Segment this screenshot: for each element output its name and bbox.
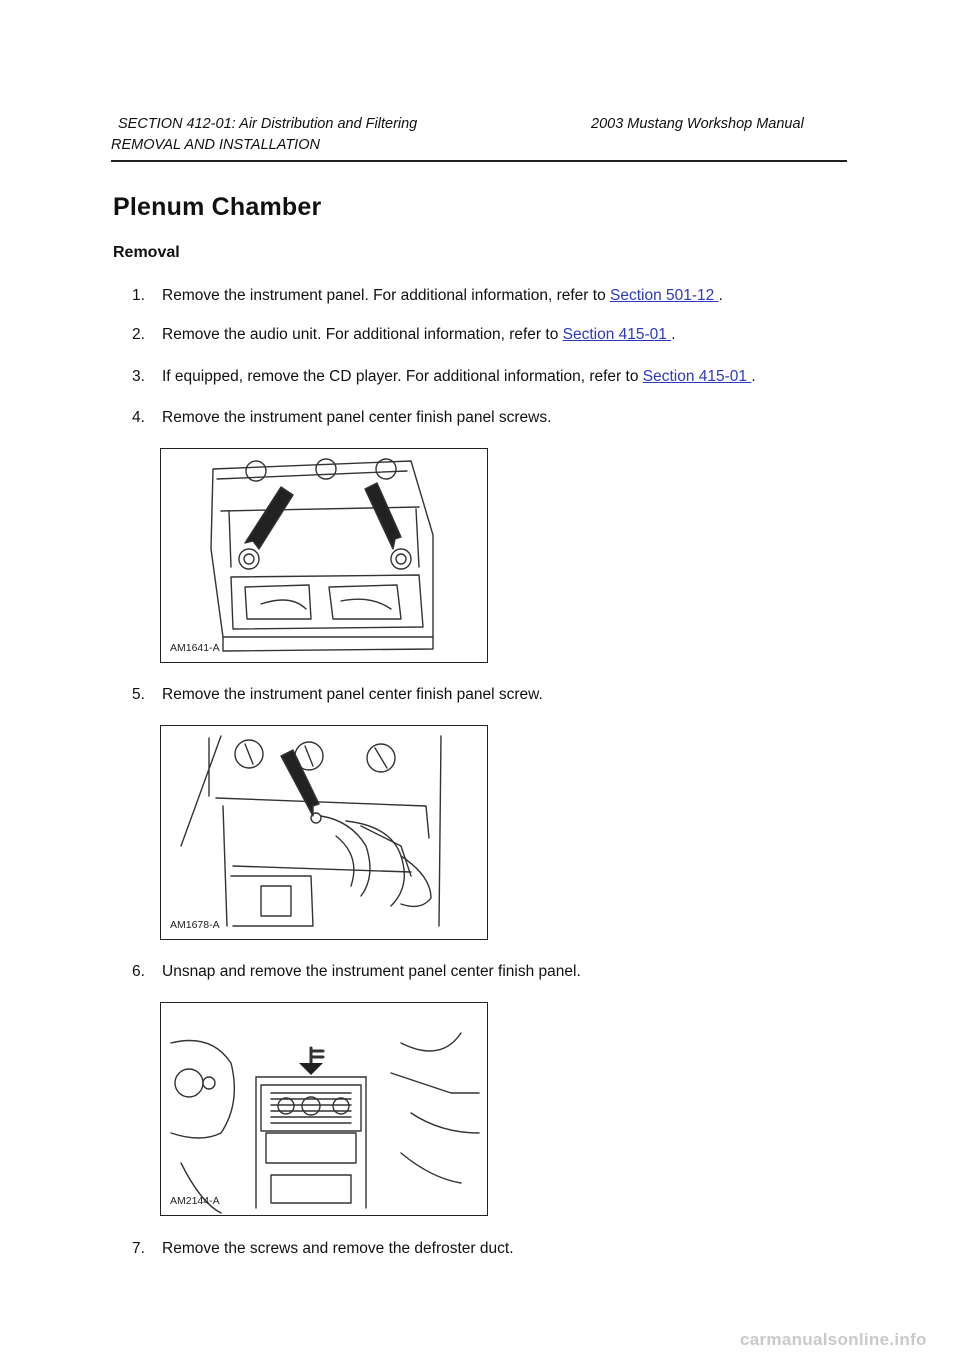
figure-am2144 [160, 1002, 488, 1216]
step-number: 6. [132, 963, 145, 980]
step-number: 3. [132, 368, 145, 385]
step-text: Remove the instrument panel center finish panel screw. [162, 686, 543, 703]
watermark: carmanualsonline.info [740, 1330, 927, 1349]
header-manual: 2003 Mustang Workshop Manual [591, 116, 804, 132]
step-3 [132, 368, 756, 386]
figure-label: AM1678-A [170, 919, 220, 931]
section-heading: Removal [113, 244, 180, 261]
section-link[interactable]: Section 415-01 [562, 326, 672, 343]
header-section: SECTION 412-01: Air Distribution and Filtering [118, 116, 418, 132]
step-text: If equipped, remove the CD player. For additional information, refer to [162, 368, 643, 385]
page-title: Plenum Chamber [113, 193, 322, 221]
section-link[interactable]: Section 415-01 [642, 368, 752, 385]
step-number: 4. [132, 409, 145, 426]
step-number: 5. [132, 686, 145, 703]
step-2 [132, 326, 676, 344]
figure-am1678 [160, 725, 488, 940]
step-text-end: . [671, 326, 676, 343]
step-1 [132, 287, 723, 305]
step-number: 2. [132, 326, 145, 343]
figure-label: AM1641-A [170, 642, 220, 654]
step-text: Remove the instrument panel. For additional information, refer to [162, 287, 611, 304]
header-subtitle: REMOVAL AND INSTALLATION [111, 137, 320, 153]
step-4 [132, 409, 551, 427]
figure-label: AM2144-A [170, 1195, 220, 1207]
section-link[interactable]: Section 501-12 [610, 287, 719, 304]
header-rule [111, 160, 847, 162]
step-7 [132, 1240, 514, 1258]
step-5 [132, 686, 543, 704]
step-text-end: . [718, 287, 723, 304]
step-number: 1. [132, 287, 145, 304]
step-text: Remove the audio unit. For additional information, refer to [162, 326, 563, 343]
step-text: Remove the screws and remove the defroster duct. [162, 1240, 514, 1257]
step-text: Remove the instrument panel center finish panel screws. [162, 409, 552, 426]
step-text: Unsnap and remove the instrument panel center finish panel. [162, 963, 581, 980]
step-number: 7. [132, 1240, 145, 1257]
figure-am1641 [160, 448, 488, 663]
step-6 [132, 963, 581, 981]
step-text-end: . [751, 368, 756, 385]
